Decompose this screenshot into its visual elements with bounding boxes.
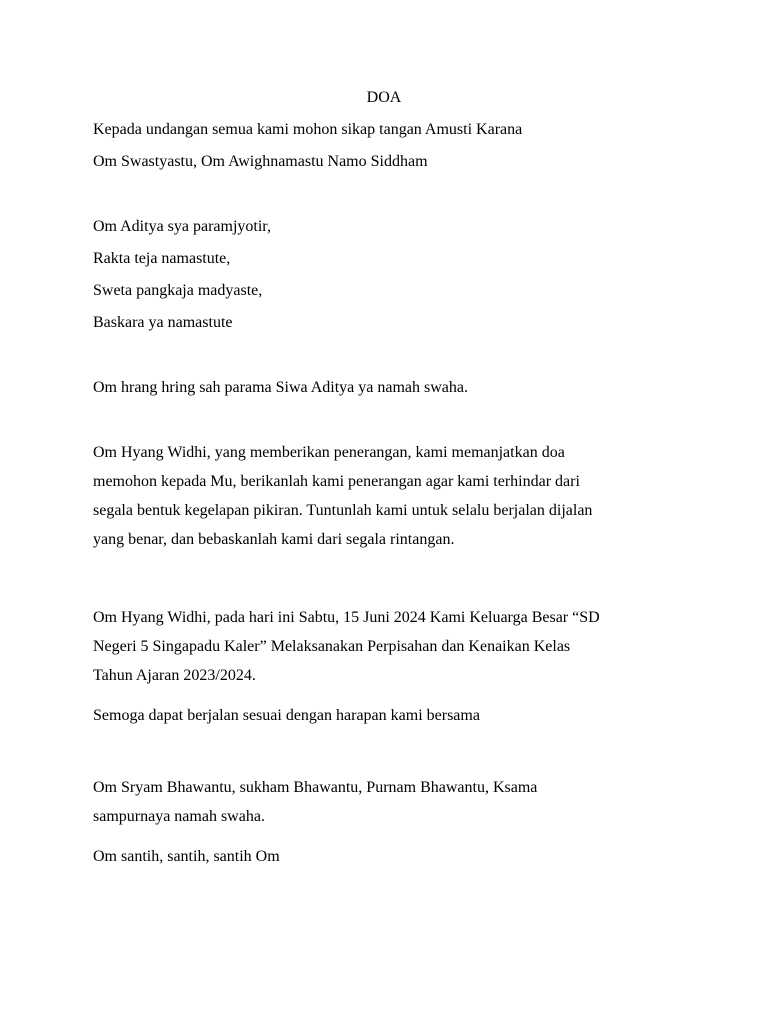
prayer-paragraph-2 (93, 608, 683, 695)
mantra-closing: Om hrang hring sah parama Siwa Aditya ya namah swaha. (93, 379, 469, 396)
mantra-line-2: Rakta teja namastute, (93, 250, 231, 267)
mantra-line-1: Om Aditya sya paramjyotir, (93, 218, 271, 235)
closing-1-line-1: Om Sryam Bhawantu, sukham Bhawantu, Purnam Bhawantu, Ksama (93, 779, 538, 796)
prayer-2-line-3: Tahun Ajaran 2023/2024. (93, 667, 256, 684)
closing-1-line-2: sampurnaya namah swaha. (93, 808, 265, 825)
hope-line: Semoga dapat berjalan sesuai dengan harapan kami bersama (93, 707, 480, 724)
prayer-1-line-2: memohon kepada Mu, berikanlah kami penerangan agar kami terhindar dari (93, 473, 580, 490)
document-title: DOA (366, 89, 402, 106)
mantra-line-4: Baskara ya namastute (93, 314, 233, 331)
closing-paragraph-1 (93, 778, 683, 836)
prayer-paragraph-1 (93, 443, 683, 559)
prayer-2-line-2: Negeri 5 Singapadu Kaler” Melaksanakan Perpisahan dan Kenaikan Kelas (93, 638, 571, 655)
prayer-1-line-1: Om Hyang Widhi, yang memberikan penerangan, kami memanjatkan doa (93, 444, 565, 461)
intro-line-2: Om Swastyastu, Om Awighnamastu Namo Siddham (93, 153, 428, 170)
prayer-1-line-3: segala bentuk kegelapan pikiran. Tuntunlah kami untuk selalu berjalan dijalan (93, 502, 593, 519)
mantra-line-3: Sweta pangkaja madyaste, (93, 282, 263, 299)
intro-line-1: Kepada undangan semua kami mohon sikap tangan Amusti Karana (93, 121, 523, 138)
closing-line-2: Om santih, santih, santih Om (93, 848, 280, 865)
prayer-2-line-1: Om Hyang Widhi, pada hari ini Sabtu, 15 Juni 2024 Kami Keluarga Besar “SD (93, 609, 600, 626)
prayer-1-line-4: yang benar, dan bebaskanlah kami dari segala rintangan. (93, 531, 455, 548)
